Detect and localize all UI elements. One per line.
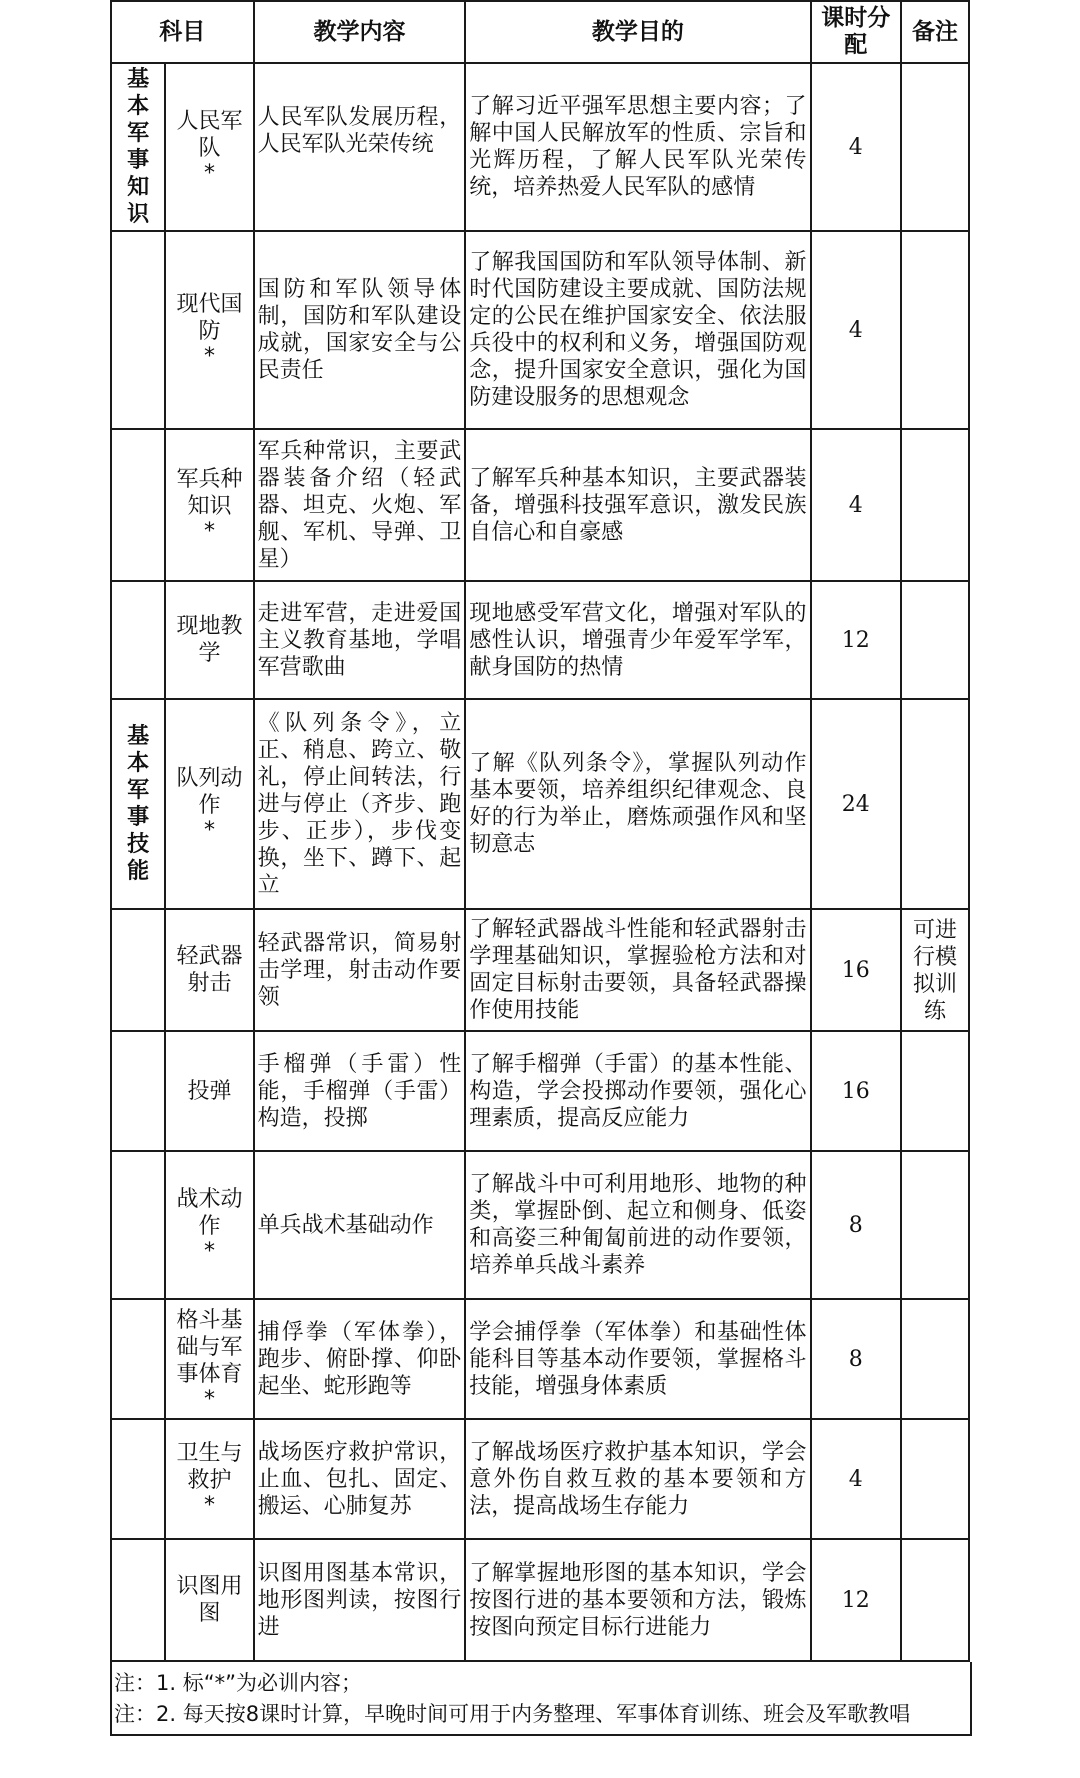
content-cell: 军兵种常识，主要武器装备介绍（轻武器、坦克、火炮、军舰、军机、导弹、卫星） bbox=[254, 429, 466, 581]
hours-cell: 4 bbox=[811, 63, 902, 231]
table-row bbox=[111, 581, 969, 699]
content-cell: 人民军队发展历程，人民军队光荣传统 bbox=[254, 63, 466, 231]
header-subject: 科目 bbox=[111, 1, 254, 63]
content-cell: 国防和军队领导体制，国防和军队建设成就，国家安全与公民责任 bbox=[254, 231, 466, 429]
category-knowledge-cell bbox=[111, 63, 165, 231]
footnotes bbox=[110, 1662, 972, 1736]
subject-label: 现地教学 bbox=[176, 614, 243, 666]
hours-cell: 4 bbox=[811, 429, 902, 581]
subject-cell bbox=[165, 429, 253, 581]
category-blank-cell bbox=[111, 1419, 165, 1539]
note-cell bbox=[901, 1151, 969, 1299]
subject-cell bbox=[165, 1419, 253, 1539]
header-hours: 课时分配 bbox=[811, 1, 902, 63]
subject-label: 轻武器射击 bbox=[176, 944, 243, 996]
table-row bbox=[111, 699, 969, 909]
content-cell: 战场医疗救护常识，止血、包扎、固定、搬运、心肺复苏 bbox=[254, 1419, 466, 1539]
note-cell bbox=[901, 231, 969, 429]
note-cell bbox=[901, 429, 969, 581]
hours-cell: 16 bbox=[811, 909, 902, 1031]
hours-cell: 24 bbox=[811, 699, 902, 909]
category-blank-cell bbox=[111, 909, 165, 1031]
objective-cell: 现地感受军营文化，增强对军队的感性认识，增强青少年爱军学军，献身国防的热情 bbox=[465, 581, 810, 699]
hours-cell: 16 bbox=[811, 1031, 902, 1151]
table-row bbox=[111, 429, 969, 581]
objective-cell: 了解习近平强军思想主要内容；了解中国人民解放军的性质、宗旨和光辉历程，了解人民军队光荣传统，培养热爱人民军队的感情 bbox=[465, 63, 810, 231]
subject-label: 识图用图 bbox=[176, 1574, 243, 1626]
note-cell bbox=[901, 1031, 969, 1151]
category-knowledge-label: 基本军事知识 bbox=[127, 67, 150, 227]
subject-cell bbox=[165, 909, 253, 1031]
table-row bbox=[111, 231, 969, 429]
objective-cell: 了解《队列条令》，掌握队列动作基本要领，培养组织纪律观念、良好的行为举止，磨炼顽强作风和坚韧意志 bbox=[465, 699, 810, 909]
required-star: * bbox=[203, 519, 215, 544]
objective-cell: 了解我国国防和军队领导体制、新时代国防建设主要成就、国防法规定的公民在维护国家安全、依法服兵役中的权利和义务，增强国防观念，提升国家安全意识，强化为国防建设服务的思想观念 bbox=[465, 231, 810, 429]
note-cell bbox=[901, 1539, 969, 1661]
subject-cell bbox=[165, 231, 253, 429]
subject-cell bbox=[165, 1151, 253, 1299]
header-note: 备注 bbox=[901, 1, 969, 63]
category-skills-cell bbox=[111, 699, 165, 909]
hours-cell: 8 bbox=[811, 1151, 902, 1299]
footnote-2: 注：2. 每天按8课时计算，早晚时间可用于内务整理、军事体育训练、班会及军歌教唱 bbox=[114, 1702, 911, 1726]
subject-label: 投弹 bbox=[187, 1078, 232, 1104]
table-row bbox=[111, 1151, 969, 1299]
table-row bbox=[111, 1299, 969, 1419]
subject-label: 人民军队 bbox=[176, 109, 243, 161]
note-cell: 可进行模拟训练 bbox=[901, 909, 969, 1031]
subject-label: 军兵种知识 bbox=[176, 467, 243, 519]
subject-cell bbox=[165, 1299, 253, 1419]
objective-cell: 了解手榴弹（手雷）的基本性能、构造，学会投掷动作要领，强化心理素质，提高反应能力 bbox=[465, 1031, 810, 1151]
content-cell: 手榴弹（手雷）性能，手榴弹（手雷）构造，投掷 bbox=[254, 1031, 466, 1151]
hours-cell: 12 bbox=[811, 1539, 902, 1661]
header-content: 教学内容 bbox=[254, 1, 466, 63]
note-cell bbox=[901, 581, 969, 699]
category-skills-label: 基本军事技能 bbox=[127, 724, 150, 884]
subject-cell bbox=[165, 1539, 253, 1661]
note-cell bbox=[901, 63, 969, 231]
hours-cell: 8 bbox=[811, 1299, 902, 1419]
table-row bbox=[111, 1419, 969, 1539]
subject-label: 格斗基础与军事体育 bbox=[176, 1307, 243, 1387]
content-cell: 识图用图基本常识，地形图判读，按图行进 bbox=[254, 1539, 466, 1661]
subject-label: 现代国防 bbox=[176, 292, 243, 344]
table-row bbox=[111, 1539, 969, 1661]
category-blank-cell bbox=[111, 429, 165, 581]
subject-label: 队列动作 bbox=[176, 766, 243, 818]
content-cell: 单兵战术基础动作 bbox=[254, 1151, 466, 1299]
required-star: * bbox=[203, 161, 215, 186]
subject-label: 卫生与救护 bbox=[176, 1441, 243, 1493]
header-objective: 教学目的 bbox=[465, 1, 810, 63]
required-star: * bbox=[203, 1493, 215, 1518]
header-row bbox=[111, 1, 969, 63]
table-row bbox=[111, 909, 969, 1031]
category-blank-cell bbox=[111, 1539, 165, 1661]
note-cell bbox=[901, 1419, 969, 1539]
subject-cell bbox=[165, 581, 253, 699]
objective-cell: 了解轻武器战斗性能和轻武器射击学理基础知识，掌握验枪方法和对固定目标射击要领，具备轻武器操作使用技能 bbox=[465, 909, 810, 1031]
content-cell: 轻武器常识，简易射击学理，射击动作要领 bbox=[254, 909, 466, 1031]
category-blank-cell bbox=[111, 1299, 165, 1419]
category-blank-cell bbox=[111, 1031, 165, 1151]
note-cell bbox=[901, 1299, 969, 1419]
content-cell: 《队列条令》，立正、稍息、跨立、敬礼，停止间转法，行进与停止（齐步、跑步、正步），步伐变换，坐下、蹲下、起立 bbox=[254, 699, 466, 909]
objective-cell: 了解军兵种基本知识，主要武器装备，增强科技强军意识，激发民族自信心和自豪感 bbox=[465, 429, 810, 581]
objective-cell: 了解战场医疗救护基本知识，学会意外伤自救互救的基本要领和方法，提高战场生存能力 bbox=[465, 1419, 810, 1539]
category-blank-cell bbox=[111, 581, 165, 699]
content-cell: 走进军营，走进爱国主义教育基地，学唱军营歌曲 bbox=[254, 581, 466, 699]
curriculum-document bbox=[110, 0, 970, 1736]
required-star: * bbox=[203, 1386, 215, 1412]
required-star: * bbox=[203, 818, 215, 843]
content-cell: 捕俘拳（军体拳），跑步、俯卧撑、仰卧起坐、蛇形跑等 bbox=[254, 1299, 466, 1419]
note-cell bbox=[901, 699, 969, 909]
required-star: * bbox=[203, 1239, 215, 1264]
required-star: * bbox=[203, 344, 215, 369]
subject-cell bbox=[165, 1031, 253, 1151]
footnote-1: 注：1. 标“*”为必训内容； bbox=[114, 1671, 362, 1695]
hours-cell: 4 bbox=[811, 231, 902, 429]
objective-cell: 学会捕俘拳（军体拳）和基础性体能科目等基本动作要领，掌握格斗技能，增强身体素质 bbox=[465, 1299, 810, 1419]
table-row bbox=[111, 63, 969, 231]
subject-label: 战术动作 bbox=[176, 1187, 243, 1239]
category-blank-cell bbox=[111, 231, 165, 429]
objective-cell: 了解战斗中可利用地形、地物的种类，掌握卧倒、起立和侧身、低姿和高姿三种匍匐前进的动作要领，培养单兵战斗素养 bbox=[465, 1151, 810, 1299]
table-row bbox=[111, 1031, 969, 1151]
subject-cell bbox=[165, 699, 253, 909]
objective-cell: 了解掌握地形图的基本知识，学会按图行进的基本要领和方法，锻炼按图向预定目标行进能力 bbox=[465, 1539, 810, 1661]
hours-cell: 4 bbox=[811, 1419, 902, 1539]
category-blank-cell bbox=[111, 1151, 165, 1299]
curriculum-table bbox=[110, 0, 970, 1662]
hours-cell: 12 bbox=[811, 581, 902, 699]
subject-cell bbox=[165, 63, 253, 231]
